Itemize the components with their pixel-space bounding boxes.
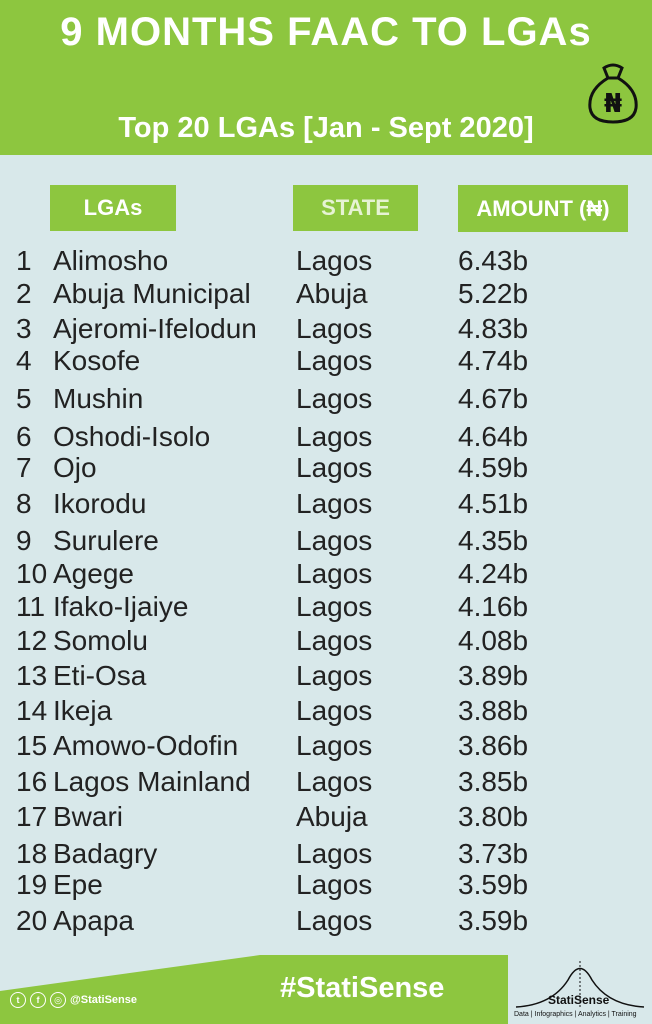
amount-cell: 4.24b <box>458 558 529 589</box>
amount-cell: 3.89b <box>458 660 529 691</box>
table-row <box>0 905 652 939</box>
column-header-amount: AMOUNT (₦) <box>458 185 628 232</box>
amount-cell: 3.73b <box>458 838 529 869</box>
amount-cell: 4.67b <box>458 383 529 414</box>
rank-cell: 2 <box>16 278 32 309</box>
state-cell: Lagos <box>296 591 373 622</box>
rank-cell: 18 <box>16 838 48 869</box>
social-links <box>10 992 137 1008</box>
facebook-icon[interactable]: f <box>30 992 46 1008</box>
lga-cell: Alimosho <box>53 245 169 276</box>
footer-hashtag: #StatiSense <box>280 972 445 1004</box>
amount-cell: 3.59b <box>458 905 529 936</box>
lga-cell: Bwari <box>53 801 124 832</box>
table-row <box>0 838 652 872</box>
lga-cell: Badagry <box>53 838 158 869</box>
social-handle[interactable]: @StatiSense <box>70 994 137 1006</box>
rank-cell: 15 <box>16 730 48 761</box>
state-cell: Lagos <box>296 488 373 519</box>
state-cell: Abuja <box>296 801 368 832</box>
state-cell: Lagos <box>296 245 373 276</box>
column-header-state: STATE <box>293 185 418 231</box>
table-row <box>0 766 652 800</box>
lga-cell: Ikeja <box>53 695 113 726</box>
state-cell: Lagos <box>296 869 373 900</box>
rank-cell: 4 <box>16 345 32 376</box>
rank-cell: 20 <box>16 905 48 936</box>
table-row <box>0 660 652 694</box>
rank-cell: 19 <box>16 869 48 900</box>
table-row <box>0 421 652 455</box>
lga-cell: Ikorodu <box>53 488 147 519</box>
amount-cell: 4.51b <box>458 488 529 519</box>
table-row <box>0 383 652 417</box>
footer-notch <box>0 955 260 991</box>
state-cell: Lagos <box>296 525 373 556</box>
table-row <box>0 625 652 659</box>
lga-cell: Agege <box>53 558 134 589</box>
table-row <box>0 695 652 729</box>
lga-cell: Ajeromi-Ifelodun <box>53 313 257 344</box>
state-cell: Lagos <box>296 766 373 797</box>
money-bag-icon <box>582 60 644 126</box>
rank-cell: 14 <box>16 695 48 726</box>
amount-cell: 3.85b <box>458 766 529 797</box>
lga-cell: Oshodi-Isolo <box>53 421 211 452</box>
column-header-lga: LGAs <box>50 185 176 231</box>
amount-cell: 4.08b <box>458 625 529 656</box>
rank-cell: 16 <box>16 766 48 797</box>
logo-name: StatiSense <box>548 993 610 1007</box>
instagram-icon[interactable]: ◎ <box>50 992 66 1008</box>
lga-cell: Surulere <box>53 525 159 556</box>
amount-cell: 4.59b <box>458 452 529 483</box>
state-cell: Lagos <box>296 695 373 726</box>
rank-cell: 9 <box>16 525 32 556</box>
amount-cell: 6.43b <box>458 245 529 276</box>
table-row <box>0 525 652 559</box>
lga-cell: Kosofe <box>53 345 141 376</box>
table-row <box>0 730 652 764</box>
table-row <box>0 278 652 312</box>
table-row <box>0 313 652 347</box>
lga-cell: Eti-Osa <box>53 660 147 691</box>
page-title: 9 MONTHS FAAC TO LGAs <box>60 10 592 54</box>
rank-cell: 12 <box>16 625 48 656</box>
amount-cell: 3.86b <box>458 730 529 761</box>
amount-cell: 5.22b <box>458 278 529 309</box>
state-cell: Lagos <box>296 452 373 483</box>
amount-cell: 4.16b <box>458 591 529 622</box>
table-row <box>0 488 652 522</box>
twitter-icon[interactable]: t <box>10 992 26 1008</box>
state-cell: Lagos <box>296 905 373 936</box>
state-cell: Lagos <box>296 838 373 869</box>
table-row <box>0 245 652 279</box>
amount-cell: 3.80b <box>458 801 529 832</box>
lga-cell: Ifako-Ijaiye <box>53 591 189 622</box>
amount-cell: 3.59b <box>458 869 529 900</box>
state-cell: Lagos <box>296 313 373 344</box>
rank-cell: 6 <box>16 421 32 452</box>
rank-cell: 8 <box>16 488 32 519</box>
lga-cell: Somolu <box>53 625 148 656</box>
table-row <box>0 801 652 835</box>
logo-tagline: Data | Infographics | Analytics | Training <box>514 1011 637 1018</box>
bag-naira-symbol: ₦ <box>603 89 623 119</box>
amount-cell: 4.74b <box>458 345 529 376</box>
state-cell: Lagos <box>296 625 373 656</box>
table-row <box>0 452 652 486</box>
table-row <box>0 345 652 379</box>
table-row <box>0 558 652 592</box>
lga-cell: Apapa <box>53 905 134 936</box>
page-subtitle: Top 20 LGAs [Jan - Sept 2020] <box>118 112 534 144</box>
amount-cell: 4.64b <box>458 421 529 452</box>
rank-cell: 10 <box>16 558 48 589</box>
rank-cell: 13 <box>16 660 48 691</box>
rank-cell: 11 <box>16 591 46 622</box>
amount-cell: 3.88b <box>458 695 529 726</box>
lga-cell: Amowo-Odofin <box>53 730 239 761</box>
rank-cell: 5 <box>16 383 32 414</box>
lga-cell: Mushin <box>53 383 144 414</box>
amount-cell: 4.83b <box>458 313 529 344</box>
state-cell: Lagos <box>296 558 373 589</box>
rank-cell: 1 <box>16 245 32 276</box>
table-row <box>0 591 652 625</box>
lga-cell: Epe <box>53 869 103 900</box>
lga-cell: Lagos Mainland <box>53 766 251 797</box>
state-cell: Lagos <box>296 345 373 376</box>
state-cell: Lagos <box>296 660 373 691</box>
state-cell: Lagos <box>296 730 373 761</box>
state-cell: Lagos <box>296 421 373 452</box>
state-cell: Lagos <box>296 383 373 414</box>
lga-cell: Ojo <box>53 452 97 483</box>
table-row <box>0 869 652 903</box>
rank-cell: 17 <box>16 801 48 832</box>
state-cell: Abuja <box>296 278 368 309</box>
amount-cell: 4.35b <box>458 525 529 556</box>
rank-cell: 7 <box>16 452 32 483</box>
rank-cell: 3 <box>16 313 32 344</box>
lga-cell: Abuja Municipal <box>53 278 251 309</box>
